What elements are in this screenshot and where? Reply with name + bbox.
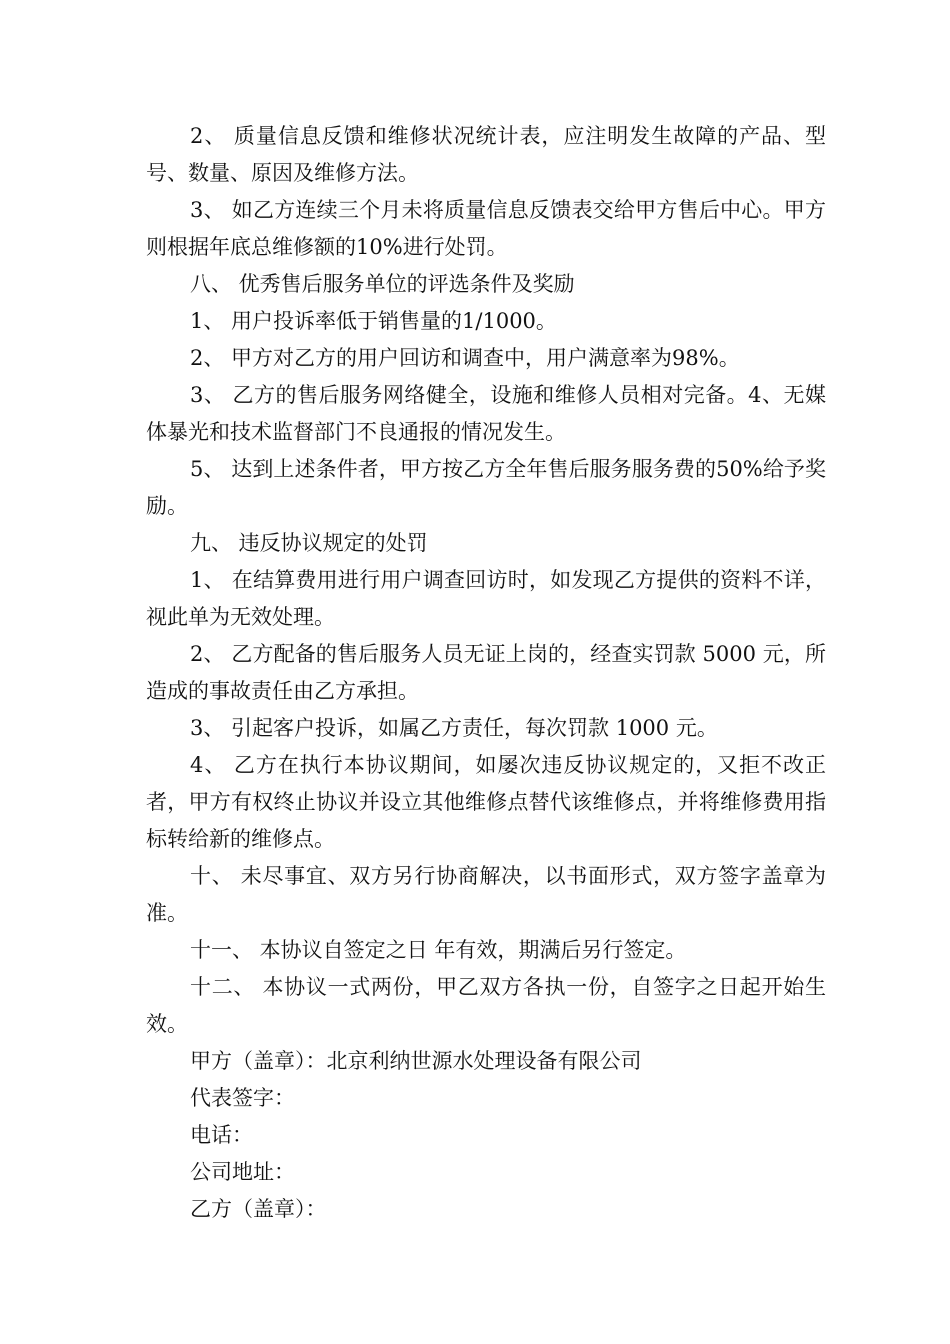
clause-quality-report-penalty: 3、 如乙方连续三个月未将质量信息反馈表交给甲方售后中心。甲方则根据年底总维修额的10%进行处罚。 — [146, 198, 826, 259]
signature-party-a: 甲方（盖章）：北京利纳世源水处理设备有限公司 — [190, 1049, 642, 1073]
signature-party-b: 乙方（盖章）： — [190, 1197, 327, 1221]
section-validity: 十一、 本协议自签定之日 年有效，期满后另行签定。 — [190, 938, 687, 962]
clause-customer-complaint: 3、 引起客户投诉，如属乙方责任，每次罚款 1000 元。 — [190, 716, 718, 740]
section-heading-excellence-award: 八、 优秀售后服务单位的评选条件及奖励 — [190, 272, 575, 296]
signature-address: 公司地址： — [190, 1160, 295, 1184]
section-other-matters: 十、 未尽事宜、双方另行协商解决，以书面形式，双方签字盖章为准。 — [146, 864, 826, 925]
section-heading-violation-penalty: 九、 违反协议规定的处罚 — [190, 531, 428, 555]
clause-uncertified-staff: 2、 乙方配备的售后服务人员无证上岗的，经查实罚款 5000 元，所造成的事故责任由乙方承担。 — [146, 642, 826, 703]
clause-service-network: 3、 乙方的售后服务网络健全，设施和维修人员相对完备。4、无媒体暴光和技术监督部门不良通报的情况发生。 — [146, 383, 826, 444]
clause-repeated-violation: 4、 乙方在执行本协议期间，如屡次违反协议规定的，又拒不改正者，甲方有权终止协议并设立其他维修点替代该维修点，并将维修费用指标转给新的维修点。 — [146, 753, 826, 851]
signature-representative: 代表签字： — [190, 1086, 295, 1110]
clause-satisfaction-rate: 2、 甲方对乙方的用户回访和调查中，用户满意率为98%。 — [190, 346, 740, 370]
clause-quality-report-content: 2、 质量信息反馈和维修状况统计表，应注明发生故障的产品、型号、数量、原因及维修方法。 — [146, 124, 826, 185]
clause-complaint-rate: 1、 用户投诉率低于销售量的1/1000。 — [190, 309, 557, 333]
signature-phone: 电话： — [190, 1123, 253, 1147]
clause-invalid-record: 1、 在结算费用进行用户调查回访时，如发现乙方提供的资料不详，视此单为无效处理。 — [146, 568, 826, 629]
clause-award-amount: 5、 达到上述条件者，甲方按乙方全年售后服务服务费的50%给予奖励。 — [146, 457, 826, 518]
section-copies: 十二、 本协议一式两份，甲乙双方各执一份，自签字之日起开始生效。 — [146, 975, 826, 1036]
document-body — [146, 118, 826, 1228]
